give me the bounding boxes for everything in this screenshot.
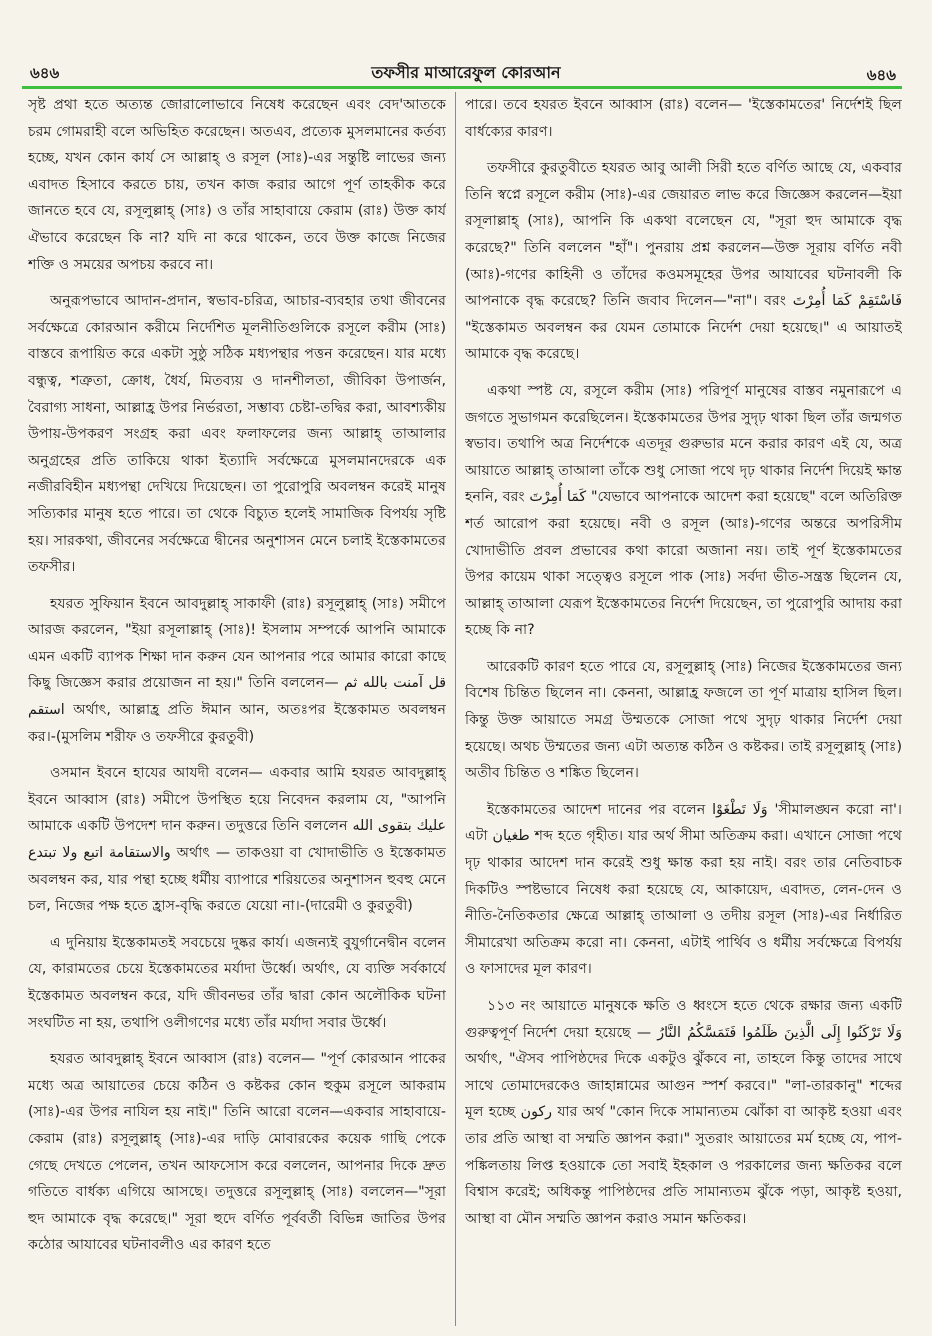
paragraph: আরেকটি কারণ হতে পারে যে, রসূলুল্লাহ্ (সাঃ) নিজের ইস্তেকামতের জন্য বিশেষ চিন্তিত ছিলেন না। কেননা, আল্লাহ্র ফজলে তা পূর্ণ মাত্রায় হাসিল ছিল। কিন্তু উক্ত আয়াতে সমগ্র উম্মতকে সোজা পথে সুদৃঢ় থাকার নির্দেশ দেয়া হয়েছে। অথচ উম্মতের জন্য এটা অত্যন্ত কঠিন ও কষ্টকর। তাই রসূলুল্লাহ্ (সাঃ) অতীব চিন্তিত ও শঙ্কিত ছিলেন। xyxy=(465,658,902,782)
paragraph: ওসমান ইবনে হাযের আযদী বলেন— একবার আমি হযরত আবদুল্লাহ্ ইবনে আব্বাস (রাঃ) সমীপে উপস্থিত হয়ে নিবেদন করলাম যে, "আপনি আমাকে একটি উপদেশ দান করুন। তদুত্তরে তিনি বললেন عليك بتقوى الله والاستقامة اتبع ولا تبتدع অর্থাৎ — তাকওয়া বা খোদাভীতি ও ইস্তেকামত অবলম্বন কর, যার পন্থা হচ্ছে ধর্মীয় ব্যাপারে শরিয়তের অনুশাসন হুবহু মেনে চল, নিজের পক্ষ হতে হ্রাস-বৃদ্ধি করতে যেয়ো না।-(দারেমী ও কুরতুবী) xyxy=(28,765,446,915)
paragraph: ১১৩ নং আয়াতে মানুষকে ক্ষতি ও ধ্বংসে হতে থেকে রক্ষার জন্য একটি গুরুত্বপূর্ণ নির্দেশ দেয়া হয়েছে — وَلَا تَرْكَنُوا إِلَى الَّذِينَ ظَلَمُوا فَتَمَسَّكُمُ النَّارُ অর্থাৎ, "ঐসব পাপিষ্ঠদের দিকে একটুও ঝুঁকবে না, তাহলে কিন্তু তাদের সাথে সাথে তোমাদেরকেও জাহান্নামের আগুন স্পর্শ করবে।" "লা-তারকানু" শব্দের মূল হচ্ছে ركون যার অর্থ "কোন দিকে সামান্যতম ঝোঁকা বা আকৃষ্ট হওয়া এবং তার প্রতি আস্থা বা সম্মতি জ্ঞাপন করা।" সুতরাং আয়াতের মর্ম হচ্ছে যে, পাপ-পঙ্কিলতায় লিপ্ত হওয়াকে তো সবাই ইহকাল ও পরকালের জন্য ক্ষতিকর বলে বিশ্বাস করেই; অধিকন্তু পাপিষ্ঠদের প্রতি সামান্যতম ঝুঁকে পড়া, আকৃষ্ট হওয়া, আস্থা বা মৌন সম্মতি জ্ঞাপন করাও সমান ক্ষতিকর। xyxy=(465,998,902,1227)
page-number-left: ৬৪৬ xyxy=(30,64,60,82)
paragraph: হযরত সুফিয়ান ইবনে আবদুল্লাহ্ সাকাফী (রাঃ) রসূলুল্লাহ্ (সাঃ) সমীপে আরজ করলেন, "ইয়া রসূলাল্লাহ্ (সাঃ)! ইসলাম সম্পর্কে আপনি আমাকে এমন একটি ব্যাপক শিক্ষা দান করুন যেন আপনার পরে আমার কারো কাছে কিছু জিজ্ঞেস করার প্রয়োজন না হয়।" তিনি বললেন— قل آمنت بالله ثم استقم অর্থাৎ, আল্লাহ্র প্রতি ঈমান আন, অতঃপর ইস্তেকামত অবলম্বন কর।-(মুসলিম শরীফ ও তফসীরে কুরতুবী) xyxy=(28,595,446,745)
page-header xyxy=(0,0,932,90)
paragraph: পারে। তবে হযরত ইবনে আব্বাস (রাঃ) বলেন— 'ইস্তেকামতের' নির্দেশই ছিল বার্ধক্যের কারণ। xyxy=(465,97,902,140)
left-column xyxy=(28,92,446,1326)
paragraph: হযরত আবদুল্লাহ্ ইবনে আব্বাস (রাঃ) বলেন— "পূর্ণ কোরআন পাকের মধ্যে অত্র আয়াতের চেয়ে কঠিন ও কষ্টকর কোন হুকুম রসূলে আকরাম (সাঃ)-এর উপর নাযিল হয় নাই।" তিনি আরো বলেন—একবার সাহাবায়ে-কেরাম (রাঃ) রসূলুল্লাহ্ (সাঃ)-এর দাড়ি মোবারকের কয়েক গাছি পেকে গেছে দেখতে পেলেন, তখন আফসোস করে বললেন, আপনার দিকে দ্রুত গতিতে বার্ধক্য এগিয়ে আসছে। তদুত্তরে রসূলুল্লাহ্ (সাঃ) বললেন—"সূরা হুদ আমাকে বৃদ্ধ করেছে।" সূরা হুদে বর্ণিত পূর্ববর্তী বিভিন্ন জাতির উপর কঠোর আযাবের ঘটনাবলীও এর কারণ হতে xyxy=(28,1051,446,1254)
paragraph: অনুরূপভাবে আদান-প্রদান, স্বভাব-চরিত্র, আচার-ব্যবহার তথা জীবনের সর্বক্ষেত্রে কোরআন করীমে নির্দেশিত মূলনীতিগুলিকে রসূলে করীম (সাঃ) বাস্তবে রূপায়িত করে একটা সুষ্ঠু সঠিক মধ্যপন্থার পত্তন করেছেন। যার মধ্যে বন্ধুত্ব, শত্রুতা, ক্রোধ, ধৈর্য, মিতব্যয় ও দানশীলতা, জীবিকা উপার্জন, বৈরাগ্য সাধনা, আল্লাহ্র উপর নির্ভরতা, সম্ভাব্য চেষ্টা-তদ্বির করা, আবশ্যকীয় উপায়-উপকরণ সংগ্রহ করা এবং ফলাফলের জন্য আল্লাহ্ তাআলার অনুগ্রহের প্রতি তাকিয়ে থাকা ইত্যাদি সর্বক্ষেত্রে মুসলমানদেরকে এক নজীরবিহীন মধ্যপন্থা দেখিয়ে দিয়েছেন। তা পুরোপুরি অবলম্বন করেই মানুষ সত্যিকার মানুষ হতে পারে। তা থেকে বিচ্যুত হলেই সামাজিক বিপর্যয় সৃষ্টি হয়। সারকথা, জীবনের সর্বক্ষেত্রে দ্বীনের অনুশাসন মেনে চলাই ইস্তেকামতের তফসীর। xyxy=(28,293,446,576)
running-title: তফসীর মাআরেফুল কোরআন xyxy=(371,63,561,82)
paragraph: এ দুনিয়ায় ইস্তেকামতই সবচেয়ে দুষ্কর কার্য। এজন্যই বুযুর্গানেদ্বীন বলেন যে, কারামতের চেয়ে ইস্তেকামতের মর্যাদা উর্ধ্বে। অর্থাৎ, যে ব্যক্তি সর্বকার্যে ইস্তেকামত অবলম্বন করে, যদি জীবনভর তাঁর দ্বারা কোন অলৌকিক ঘটনা সংঘটিত না হয়, তথাপি ওলীগণের মধ্যে তাঁর মর্যাদা সবার উর্ধ্বে। xyxy=(28,934,446,1031)
header-rule xyxy=(22,86,902,89)
paragraph: সৃষ্ট প্রথা হতে অত্যন্ত জোরালোভাবে নিষেধ করেছেন এবং বেদ'আতকে চরম গোমরাহী বলে অভিহিত করেছেন। অতএব, প্রত্যেক মুসলমানের কর্তব্য হচ্ছে, যখন কোন কার্য সে আল্লাহ্ ও রসূল (সাঃ)-এর সন্তুষ্টি লাভের জন্য এবাদত হিসাবে করতে চায়, তখন কাজ করার আগে পূর্ণ তাহকীক করে জানতে হবে যে, রসূলুল্লাহ্ (সাঃ) ও তাঁর সাহাবায়ে কেরাম (রাঃ) উক্ত কার্য ঐভাবে করেছেন কি না? যদি না করে থাকেন, তবে উক্ত কাজে নিজের শক্তি ও সময়ের অপচয় করবে না। xyxy=(28,97,446,273)
paragraph: তফসীরে কুরতুবীতে হযরত আবু আলী সিরী হতে বর্ণিত আছে যে, একবার তিনি স্বপ্নে রসূলে করীম (সাঃ)-এর জেয়ারত লাভ করে জিজ্ঞেস করলেন—ইয়া রসূলাল্লাহ্ (সাঃ), আপনি কি একথা বলেছেন যে, "সূরা হুদ আমাকে বৃদ্ধ করেছে?" তিনি বললেন "হাঁ"। পুনরায় প্রশ্ন করলেন—উক্ত সূরায় বর্ণিত নবী (আঃ)-গণের কাহিনী ও তাঁদের কওমসমূহের উপর আযাবের ঘটনাবলী কি আপনাকে বৃদ্ধ করেছে? তিনি জবাব দিলেন—"না"। বরং فَاسْتَقِمْ كَمَا أُمِرْتَ "ইস্তেকামত অবলম্বন কর যেমন তোমাকে নির্দেশ দেয়া হয়েছে।" এ আয়াতই আমাকে বৃদ্ধ করেছে। xyxy=(465,160,902,363)
paragraph: একথা স্পষ্ট যে, রসূলে করীম (সাঃ) পরিপূর্ণ মানুষের বাস্তব নমুনারূপে এ জগতে সুভাগমন করেছিলেন। ইস্তেকামতের উপর সুদৃঢ় থাকা ছিল তাঁর জন্মগত স্বভাব। তথাপি অত্র নির্দেশকে এতদূর গুরুভার মনে করার কারণ এই যে, অত্র আয়াতে আল্লাহ্ তাআলা তাঁকে শুধু সোজা পথে দৃঢ় থাকার নির্দেশ দিয়েই ক্ষান্ত হননি, বরং كَمَا أُمِرْتَ "যেভাবে আপনাকে আদেশ করা হয়েছে" বলে অতিরিক্ত শর্ত আরোপ করা হয়েছে। নবী ও রসূল (আঃ)-গণের অন্তরে অপরিসীম খোদাভীতি প্রবল প্রভাবের কথা কারো অজানা নয়। তাই পূর্ণ ইস্তেকামতের উপর কায়েম থাকা সত্ত্বেও রসূলে পাক (সাঃ) সর্বদা ভীত-সন্ত্রস্ত ছিলেন যে, আল্লাহ্ তাআলা যেরূপ ইস্তেকামতের নির্দেশ দিয়েছেন, তা পুরোপুরি আদায় করা হচ্ছে কি না? xyxy=(465,382,902,639)
paragraph: ইস্তেকামতের আদেশ দানের পর বলেন وَلَا تَطْغَوْا 'সীমালঙ্ঘন করো না'। এটা طغيان শব্দ হতে গৃহীত। যার অর্থ সীমা অতিক্রম করা। এখানে সোজা পথে দৃঢ় থাকার আদেশ দান করেই শুধু ক্ষান্ত করা হয় নাই। বরং তার নেতিবাচক দিকটিও স্পষ্টভাবে নিষেধ করা হয়েছে যে, আকায়েদ, এবাদত, লেন-দেন ও নীতি-নৈতিকতার ক্ষেত্রে আল্লাহ্ তাআলা ও তদীয় রসূল (সাঃ)-এর নির্ধারিত সীমারেখা অতিক্রম করো না। কেননা, এটাই পার্থিব ও ধর্মীয় সর্বক্ষেত্রে বিপর্যয় ও ফাসাদের মূল কারণ। xyxy=(465,801,902,978)
page-number-right: ৬৪৬ xyxy=(866,66,896,84)
column-divider xyxy=(455,92,456,1326)
right-column xyxy=(465,92,902,1326)
